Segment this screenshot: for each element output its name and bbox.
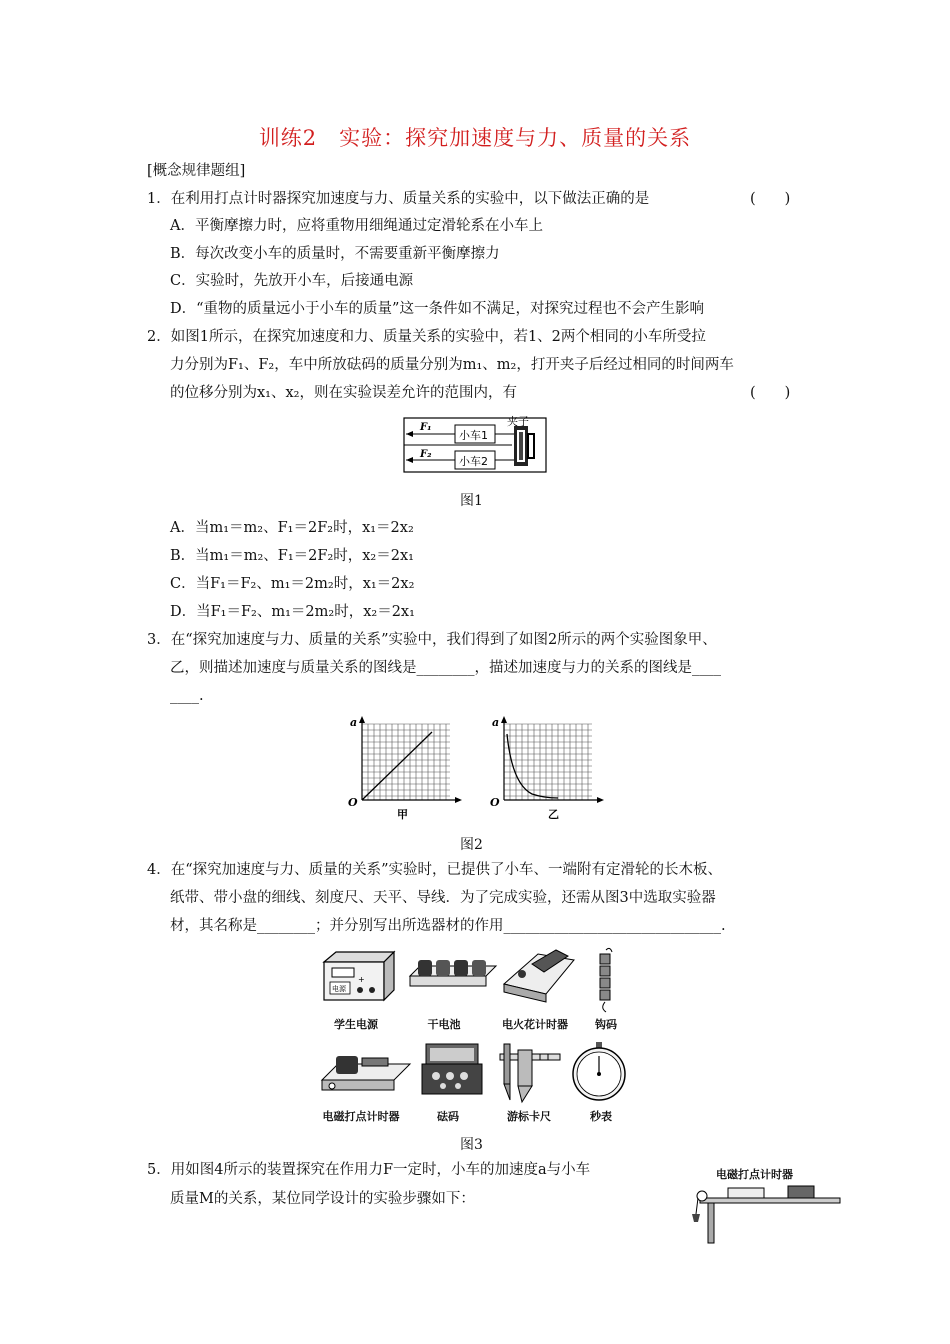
figure-4-label: 电磁打点计时器 xyxy=(716,1168,793,1181)
figure-1-car2-label: 小车2 xyxy=(459,455,488,468)
graph-jia-y-arrow xyxy=(359,716,365,723)
graph-jia xyxy=(340,712,480,824)
q4-line-3: 材，其名称是________；并分别写出所选器材的作用______________________________. xyxy=(170,918,726,934)
figure-4-string xyxy=(696,1198,698,1214)
q2-option-d: D．当F₁＝F₂、m₁＝2m₂时，x₂＝2x₁ xyxy=(170,604,415,620)
q4-line-1: 4．在“探究加速度与力、质量的关系”实验时，已提供了小车、一端附有定滑轮的长木板、 xyxy=(147,862,723,878)
q4-line-2: 纸带、带小盘的细线、刻度尺、天平、导线．为了完成实验，还需从图3中选取实验器 xyxy=(170,890,716,906)
page-title: 训练2 实验：探究加速度与力、质量的关系 xyxy=(258,126,692,150)
figure-4-apparatus xyxy=(688,1182,848,1252)
graph-yi-grid xyxy=(504,724,592,800)
item-hook-weight: 钩码 xyxy=(595,1018,617,1031)
item-vernier-caliper: 游标卡尺 xyxy=(507,1110,551,1123)
vernier-caliper-icon xyxy=(500,1044,560,1102)
graph-jia-x-arrow xyxy=(455,797,462,803)
item-stopwatch: 秒表 xyxy=(590,1110,612,1123)
q1-option-d: D．“重物的质量远小于小车的质量”这一条件如不满足，对探究过程也不会产生影响 xyxy=(170,301,704,317)
q1-option-b: B．每次改变小车的质量时，不需要重新平衡摩擦力 xyxy=(170,246,500,262)
figure-3-caption: 图3 xyxy=(460,1137,483,1153)
svg-text:+: + xyxy=(358,975,365,984)
spark-timer-icon xyxy=(504,950,574,1002)
figure-1-caption: 图1 xyxy=(460,493,483,509)
figure-2-caption: 图2 xyxy=(460,837,483,853)
figure-4-car xyxy=(728,1188,764,1198)
graph-yi-y-arrow xyxy=(501,716,507,723)
figure-1-f2-label: F₂ xyxy=(420,449,432,460)
q1-option-c: C．实验时，先放开小车，后接通电源 xyxy=(170,273,414,289)
q2-line-1: 2．如图1所示，在探究加速度和力、质量关系的实验中，若1、2两个相同的小车所受拉 xyxy=(147,329,706,345)
item-dry-battery: 干电池 xyxy=(427,1018,461,1031)
item-student-power-supply: 学生电源 xyxy=(334,1018,378,1031)
q5-line-1: 5．用如图4所示的装置探究在作用力F一定时，小车的加速度a与小车 xyxy=(147,1162,591,1178)
hook-weight-icon xyxy=(600,948,612,1012)
graph-jia-grid xyxy=(362,724,450,800)
q5-line-2: 质量M的关系，某位同学设计的实验步骤如下： xyxy=(170,1191,475,1207)
graph-jia-label: 甲 xyxy=(397,808,408,821)
q1-answer-paren: ( ) xyxy=(750,191,791,207)
section-heading: [概念规律题组] xyxy=(147,163,246,179)
q2-line-2: 力分别为F₁、F₂，车中所放砝码的质量分别为m₁、m₂，打开夹子后经过相同的时间两车 xyxy=(170,357,734,373)
f2-arrowhead xyxy=(406,457,413,463)
q1-option-a: A．平衡摩擦力时，应将重物用细绳通过定滑轮系在小车上 xyxy=(170,218,543,234)
q2-option-a: A．当m₁＝m₂、F₁＝2F₂时，x₁＝2x₂ xyxy=(170,520,414,536)
graph-jia-axis-label: a xyxy=(350,716,358,729)
graph-yi-label: 乙 xyxy=(548,808,559,821)
q2-option-b: B．当m₁＝m₂、F₁＝2F₂时，x₂＝2x₁ xyxy=(170,548,414,564)
student-power-supply-icon xyxy=(324,952,394,1000)
q1-stem: 1．在利用打点计时器探究加速度与力、质量关系的实验中，以下做法正确的是 xyxy=(147,191,650,207)
q2-line-3: 的位移分别为x₁、x₂，则在实验误差允许的范围内，有 xyxy=(170,385,517,401)
q2-answer-paren: ( ) xyxy=(750,385,791,401)
weights-box-icon xyxy=(422,1044,482,1094)
figure-4-hanging-mass xyxy=(692,1214,700,1222)
clip-bar xyxy=(519,432,523,460)
figure-4-pulley xyxy=(697,1191,707,1201)
figure-4-leg xyxy=(708,1203,714,1243)
clip-handle xyxy=(528,434,534,458)
figure-1-diagram xyxy=(400,414,550,476)
graph-jia-origin: O xyxy=(348,796,358,809)
figure-4-board xyxy=(700,1198,840,1203)
f1-arrowhead xyxy=(406,431,413,437)
item-spark-timer: 电火花计时器 xyxy=(502,1018,568,1031)
graph-yi-x-arrow xyxy=(597,797,604,803)
electromagnetic-timer-icon xyxy=(322,1056,410,1090)
figure-4-timer xyxy=(788,1186,814,1198)
figure-1-car1-label: 小车1 xyxy=(459,429,488,442)
dry-battery-icon xyxy=(410,960,496,986)
q3-line-3: ____. xyxy=(170,688,204,704)
graph-yi xyxy=(482,712,622,824)
graph-yi-origin: O xyxy=(490,796,500,809)
stopwatch-icon xyxy=(573,1042,625,1100)
q2-option-c: C．当F₁＝F₂、m₁＝2m₂时，x₁＝2x₂ xyxy=(170,576,415,592)
item-weights: 砝码 xyxy=(437,1110,459,1123)
q3-line-1: 3．在“探究加速度与力、质量的关系”实验中，我们得到了如图2所示的两个实验图象甲、 xyxy=(147,632,717,648)
q3-line-2: 乙，则描述加速度与质量关系的图线是________，描述加速度与力的关系的图线是____ xyxy=(170,660,721,676)
item-electromagnetic-timer: 电磁打点计时器 xyxy=(322,1110,400,1123)
power-supply-label: 电源 xyxy=(332,985,346,993)
figure-1-f1-label: F₁ xyxy=(420,422,432,433)
graph-yi-axis-label: a xyxy=(492,716,500,729)
figure-1-clip-label: 夹子 xyxy=(507,415,529,428)
figure-3-row-1 xyxy=(318,946,638,1016)
figure-3-row-2 xyxy=(318,1040,638,1108)
